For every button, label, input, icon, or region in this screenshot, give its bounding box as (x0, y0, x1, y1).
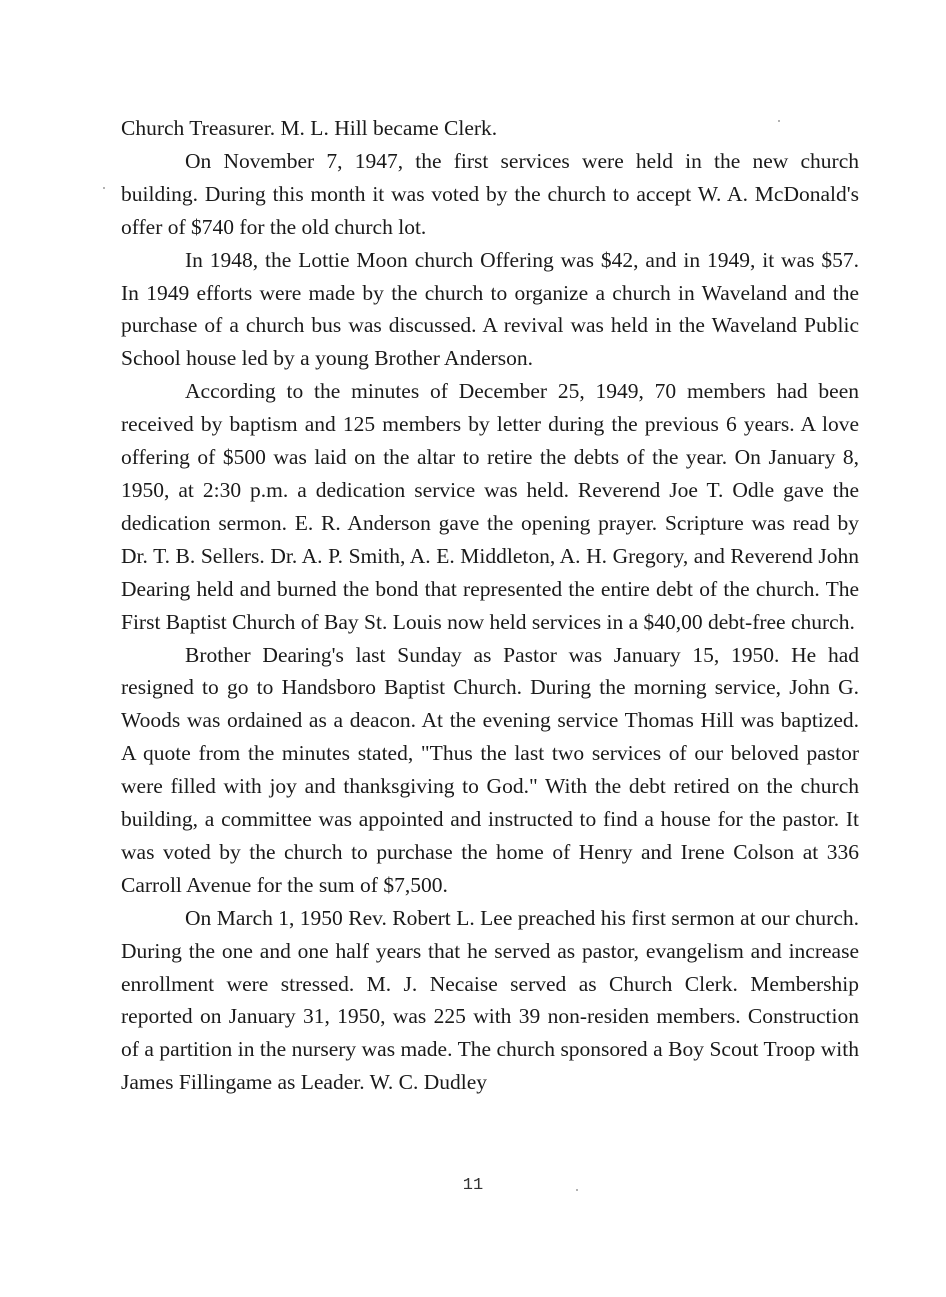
paragraph-dedication: According to the minutes of December 25, 1949, 70 members had been received by baptism and 125 members by letter during the previous 6 years. A love offering of $500 was laid on the altar to retire the debts of the year. On January 8, 1950, at 2:30 p.m. a dedication service was held. Reverend Joe T. Odle gave the dedication sermon. E. R. Anderson gave the opening prayer. Scripture was read by Dr. T. B. Sellers. Dr. A. P. Smith, A. E. Middleton, A. H. Gregory, and Reverend John Dearing held and burned the bond that represented the entire debt of the church. The First Baptist Church of Bay St. Louis now held services in a $40,00 debt-free church. (121, 379, 859, 634)
body-text (121, 112, 859, 1099)
paragraph-first-services: On November 7, 1947, the first services were held in the new church building. During this month it was voted by the church to accept W. A. McDonald's offer of $740 for the old church lot. (121, 148, 859, 239)
scan-speck (103, 187, 105, 189)
scan-speck (778, 120, 780, 122)
page-number: 11 (462, 1176, 484, 1195)
scan-speck (576, 1189, 578, 1191)
paragraph-robert-lee: On March 1, 1950 Rev. Robert L. Lee preached his first sermon at our church. During the one and one half years that he served as pastor, evangelism and increase enrollment were stressed. M. J. Necaise served as Church Clerk. Membership reported on January 31, 1950, was 225 with 39 non-residen members. Construction of a partition in the nursery was made. The church sponsored a Boy Scout Troop with James Fillingame as Leader. W. C. Dudley (121, 905, 859, 1095)
paragraph-lottie-moon: In 1948, the Lottie Moon church Offering was $42, and in 1949, it was $57. In 1949 efforts were made by the church to organize a church in Waveland and the purchase of a church bus was discussed. A revival was held in the Waveland Public School house led by a young Brother Anderson. (121, 247, 859, 371)
paragraph-dearing-departure: Brother Dearing's last Sunday as Pastor was January 15, 1950. He had resigned to go to Handsboro Baptist Church. During the morning service, John G. Woods was ordained as a deacon. At the evening service Thomas Hill was baptized. A quote from the minutes stated, "Thus the last two services of our beloved pastor were filled with joy and thanksgiving to God." With the debt retired on the church building, a committee was appointed and instructed to find a house for the pastor. It was voted by the church to purchase the home of Henry and Irene Colson at 336 Carroll Avenue for the sum of $7,500. (121, 642, 859, 897)
paragraph-continued: Church Treasurer. M. L. Hill became Clerk. (121, 116, 498, 140)
